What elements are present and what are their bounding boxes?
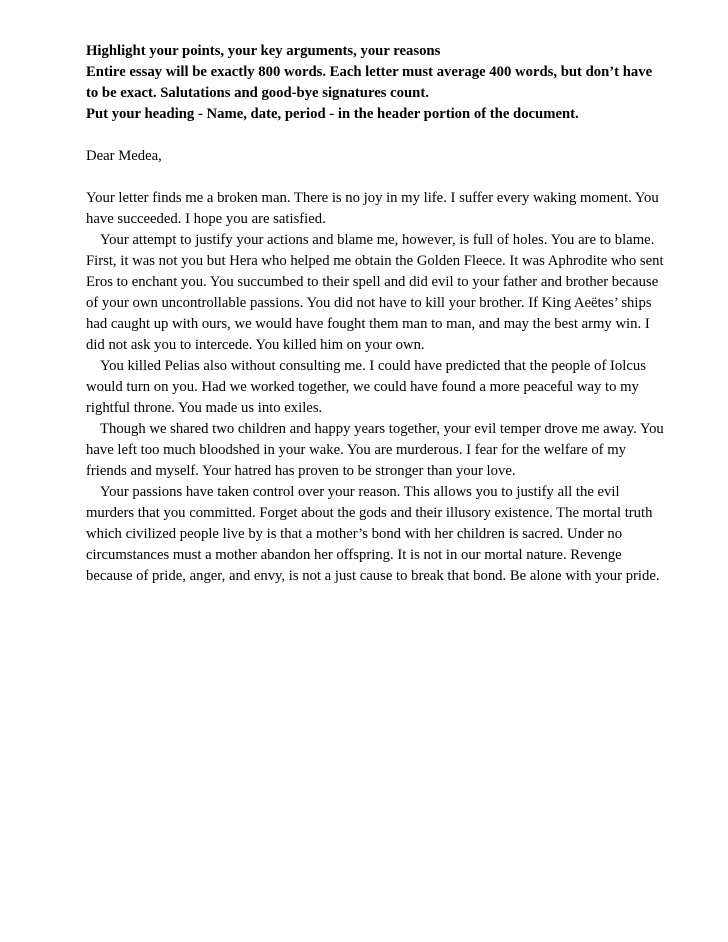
letter-paragraph-4: Though we shared two children and happy years together, your evil temper drove me away. You have left too much bloodshed in your wake. You are murderous. I fear for the welfare of my friends and myself. Your hatred has proven to be stronger than your love. xyxy=(86,421,664,479)
letter-paragraph-5: Your passions have taken control over your reason. This allows you to justify all the evil murders that you committed. Forget about the gods and their illusory existence. The mortal truth which civilized people live by is that a mother’s bond with her children is sacred. Under no circumstances must a mother abandon her offspring. It is not in our mortal nature. Revenge because of pride, anger, and envy, is not a just cause to break that bond. Be alone with your pride. xyxy=(86,484,660,584)
letter-paragraph-2: Your attempt to justify your actions and blame me, however, is full of holes. You are to blame. First, it was not you but Hera who helped me obtain the Golden Fleece. It was Aphrodite who sent Eros to enchant you. You succumbed to their spell and did evil to your father and brother because of your own uncontrollable passions. You did not have to kill your brother. If King Aeëtes’ ships had caught up with ours, we would have fought them man to man, and may the best army win. I did not ask you to intercede. You killed him on your own. xyxy=(86,232,664,353)
document-body xyxy=(86,41,666,587)
assignment-instructions xyxy=(86,41,666,125)
blank-line xyxy=(86,125,666,146)
letter-paragraph-1: Your letter finds me a broken man. There is no joy in my life. I suffer every waking moment. You have succeeded. I hope you are satisfied. xyxy=(86,190,659,227)
blank-line xyxy=(86,167,666,188)
letter-paragraph-3: You killed Pelias also without consulting me. I could have predicted that the people of Iolcus would turn on you. Had we worked together, we could have found a more peaceful way to my rightful throne. You made us into exiles. xyxy=(86,358,646,416)
instruction-line-heading: Put your heading - Name, date, period - in the header portion of the document. xyxy=(86,106,579,122)
letter-salutation: Dear Medea, xyxy=(86,148,162,164)
instruction-line-highlight: Highlight your points, your key arguments, your reasons xyxy=(86,43,441,59)
instruction-line-word-count: Entire essay will be exactly 800 words. Each letter must average 400 words, but don’t have to be exact. Salutations and good-bye signatures count. xyxy=(86,64,653,101)
